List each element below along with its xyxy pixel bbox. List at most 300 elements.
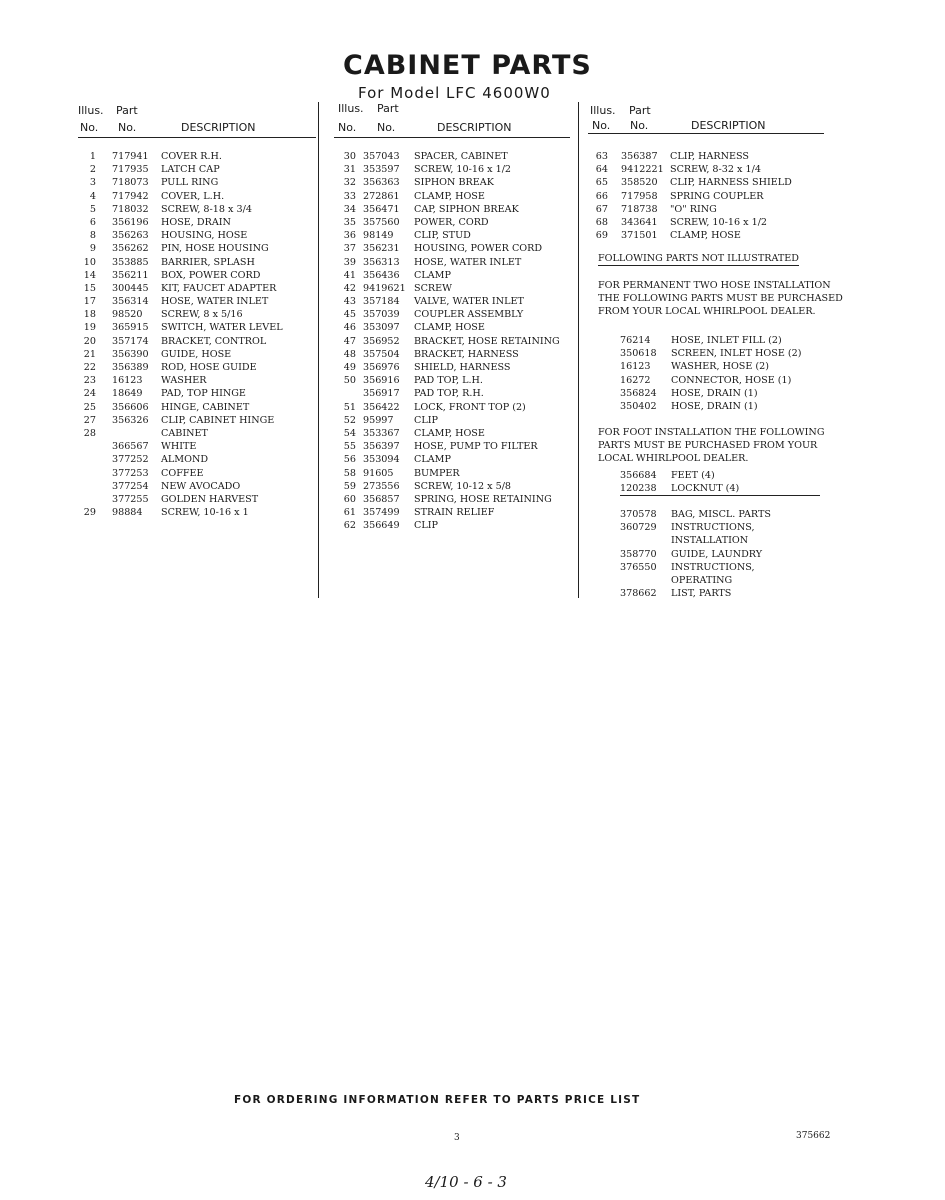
description-label: DESCRIPTION: [691, 119, 766, 132]
part-number: 356436: [363, 269, 400, 281]
illus-number: 2: [89, 164, 96, 176]
parts-row: [78, 282, 318, 295]
part-description: STRAIN RELIEF: [414, 507, 495, 519]
parts-row: [78, 176, 318, 189]
part-number: 98520: [112, 309, 143, 321]
part-description: HOUSING, POWER CORD: [414, 243, 543, 255]
part-label: Part: [377, 102, 399, 115]
part-number: 360729: [620, 522, 657, 534]
parts-row: [620, 534, 840, 547]
part-description: SCREW, 8-32 x 1/4: [670, 164, 761, 176]
illus-number: 58: [343, 467, 356, 479]
part-description: SHIELD, HARNESS: [414, 362, 511, 373]
part-description: SCREW, 10-16 x 1/2: [670, 216, 768, 228]
parts-row: [334, 361, 578, 374]
part-description: CAP, SIPHON BREAK: [414, 203, 519, 215]
illus-number: 4: [89, 190, 96, 202]
part-number: 356917: [363, 388, 400, 400]
part-number: 272861: [363, 190, 400, 202]
part-description: CLIP: [414, 414, 438, 426]
illus-number: 41: [343, 269, 356, 281]
part-description: CLIP: [414, 520, 438, 532]
parts-row: [78, 295, 318, 308]
illus-number: 14: [83, 269, 96, 281]
permanent-install-parts: [620, 334, 840, 413]
part-no-label: No.: [377, 121, 396, 134]
part-number: 356211: [112, 269, 149, 281]
part-description: CLAMP, HOSE: [414, 427, 485, 439]
part-description: PIN, HOSE HOUSING: [161, 243, 269, 255]
part-description: BARRIER, SPLASH: [161, 256, 255, 268]
part-number: 377253: [112, 467, 149, 479]
part-description: WHITE: [161, 441, 197, 453]
part-description: SPRING COUPLER: [670, 190, 764, 202]
part-description: COVER, L.H.: [161, 190, 225, 202]
note-line: FOR PERMANENT TWO HOSE INSTALLATION: [598, 280, 831, 291]
part-number: 356606: [112, 401, 149, 413]
illus-number: 69: [595, 230, 608, 242]
parts-row: [78, 361, 318, 374]
foot-parts-rule: [620, 495, 820, 496]
part-description: ROD, HOSE GUIDE: [161, 362, 257, 373]
document-number: 375662: [796, 1131, 831, 1141]
illus-number: 64: [595, 164, 608, 176]
part-number: 343641: [621, 216, 658, 228]
part-description: PAD TOP, R.H.: [414, 388, 484, 400]
part-number: 356824: [620, 387, 657, 399]
parts-row: [620, 360, 840, 373]
illus-number: 55: [343, 441, 356, 453]
part-number: 356649: [363, 520, 400, 532]
part-number: 356422: [363, 401, 400, 413]
parts-row: [620, 508, 840, 521]
part-number: 718073: [112, 177, 149, 189]
part-no-label: No.: [118, 121, 137, 134]
part-description: CLIP, CABINET HINGE: [161, 414, 275, 426]
illus-number: 23: [83, 375, 96, 387]
part-description: PAD TOP, L.H.: [414, 375, 483, 387]
illus-number: 51: [343, 401, 356, 413]
part-description: KIT, FAUCET ADAPTER: [161, 282, 277, 294]
illus-number: 35: [343, 216, 356, 228]
part-number: 356326: [112, 414, 149, 426]
part-description: SCREW, 8 x 5/16: [161, 309, 243, 321]
illus-number: 1: [89, 151, 96, 162]
part-description: BRACKET, HARNESS: [414, 348, 519, 360]
column-header: [588, 102, 858, 138]
parts-row: [78, 453, 318, 466]
parts-row: [78, 242, 318, 255]
part-description: CLAMP, HOSE: [414, 190, 485, 202]
part-number: 356262: [112, 243, 149, 255]
parts-row: [78, 256, 318, 269]
part-description: CLIP, STUD: [414, 230, 471, 242]
parts-row: [78, 427, 318, 440]
part-description: BUMPER: [414, 467, 460, 479]
illus-number: 61: [343, 507, 356, 519]
illus-number: 19: [83, 322, 96, 334]
note-line: THE FOLLOWING PARTS MUST BE PURCHASED: [598, 293, 843, 305]
part-number: 356397: [363, 441, 400, 453]
part-number: 356314: [112, 296, 149, 308]
part-number: 378662: [620, 588, 657, 600]
parts-row: [78, 308, 318, 321]
column-header: [334, 102, 578, 138]
parts-row: [334, 401, 578, 414]
part-description: INSTRUCTIONS,: [671, 522, 755, 534]
parts-row: [334, 216, 578, 229]
illus-number: 18: [83, 309, 96, 321]
part-number: 357043: [363, 151, 400, 162]
part-number: 356231: [363, 243, 400, 255]
part-description: COUPLER ASSEMBLY: [414, 309, 524, 321]
part-number: 356952: [363, 335, 400, 347]
part-description: HOSE, DRAIN: [161, 216, 231, 228]
parts-row: [620, 387, 840, 400]
illus-number: 66: [595, 190, 608, 202]
illus-number: 3: [89, 177, 96, 189]
part-number: 9419621: [363, 282, 406, 294]
illus-number: 46: [343, 322, 356, 334]
parts-row: [334, 321, 578, 334]
part-description: BRACKET, HOSE RETAINING: [414, 335, 560, 347]
part-number: 300445: [112, 282, 149, 294]
part-description: GOLDEN HARVEST: [161, 493, 259, 505]
page-title: CABINET PARTS: [343, 50, 592, 81]
illus-number: 47: [343, 335, 356, 347]
part-number: 356387: [621, 151, 658, 162]
illus-number: 42: [343, 282, 356, 294]
part-number: 718738: [621, 203, 658, 215]
note-line: PARTS MUST BE PURCHASED FROM YOUR: [598, 440, 818, 452]
part-description: SCREW, 10-16 x 1: [161, 507, 249, 519]
part-description: GUIDE, HOSE: [161, 348, 232, 360]
part-number: 350618: [620, 348, 657, 360]
parts-row: [620, 521, 840, 534]
parts-row: [78, 190, 318, 203]
illus-number: 48: [343, 348, 356, 360]
part-number: 357499: [363, 507, 400, 519]
illus-number: 34: [343, 203, 356, 215]
illus-no-label: No.: [338, 121, 357, 134]
part-number: 98884: [112, 507, 143, 519]
illus-number: 28: [83, 427, 96, 439]
illus-number: 22: [83, 362, 96, 373]
part-number: 366567: [112, 441, 149, 453]
part-description: BAG, MISCL. PARTS: [671, 509, 771, 520]
parts-row: [334, 467, 578, 480]
parts-row: [334, 506, 578, 519]
part-description: WASHER: [161, 375, 207, 387]
parts-row: [78, 387, 318, 400]
part-number: 358770: [620, 548, 657, 560]
parts-row: [620, 347, 840, 360]
part-number: 365915: [112, 322, 149, 334]
parts-row: [78, 414, 318, 427]
part-number: 353097: [363, 322, 400, 334]
parts-row: [334, 335, 578, 348]
part-number: 95997: [363, 414, 394, 426]
part-number: 356389: [112, 362, 149, 373]
part-number: 717942: [112, 190, 149, 202]
parts-row: [334, 387, 578, 400]
part-number: 356976: [363, 362, 400, 373]
part-number: 370578: [620, 509, 657, 520]
parts-row: [78, 269, 318, 282]
header-rule: [334, 137, 570, 138]
parts-row: [334, 493, 578, 506]
model-subtitle: For Model LFC 4600W0: [358, 84, 551, 102]
part-number: 377252: [112, 454, 149, 466]
part-number: 356684: [620, 470, 657, 481]
description-label: DESCRIPTION: [437, 121, 512, 134]
parts-column-2: [334, 102, 579, 598]
part-number: 358520: [621, 177, 658, 189]
illus-number: 27: [83, 414, 96, 426]
parts-row: [588, 203, 858, 216]
part-description: ALMOND: [161, 454, 209, 466]
illus-number: 45: [343, 309, 356, 321]
parts-row: [620, 561, 840, 574]
parts-row: [620, 469, 840, 482]
part-description: CLAMP: [414, 269, 451, 281]
part-no-label: No.: [630, 119, 649, 132]
part-number: 356263: [112, 230, 149, 242]
parts-row: [334, 440, 578, 453]
part-description: SCREW, 8-18 x 3/4: [161, 203, 252, 215]
parts-row: [334, 348, 578, 361]
permanent-install-note: [598, 279, 843, 319]
parts-row: [334, 190, 578, 203]
part-description: NEW AVOCADO: [161, 480, 241, 492]
parts-row: [334, 229, 578, 242]
part-description: FEET (4): [671, 470, 715, 481]
parts-row: [334, 176, 578, 189]
header-rule: [78, 137, 316, 138]
parts-row: [334, 374, 578, 387]
part-description: HOSE, WATER INLET: [414, 256, 522, 268]
part-description: SPACER, CABINET: [414, 151, 508, 162]
part-number: 717941: [112, 151, 149, 162]
part-description: VALVE, WATER INLET: [414, 296, 524, 308]
part-number: 376550: [620, 561, 657, 573]
part-description: SWITCH, WATER LEVEL: [161, 322, 283, 334]
part-description: LATCH CAP: [161, 164, 220, 176]
misc-parts: [620, 508, 840, 600]
part-description: GUIDE, LAUNDRY: [671, 548, 763, 560]
parts-row: [588, 176, 858, 189]
part-number: 718032: [112, 203, 149, 215]
part-number: 76214: [620, 335, 651, 346]
part-description: INSTALLATION: [671, 535, 749, 547]
illus-number: 37: [343, 243, 356, 255]
part-number: 16123: [112, 375, 143, 387]
illus-label: Illus.: [78, 104, 104, 117]
part-number: 371501: [621, 230, 658, 242]
illus-number: 43: [343, 296, 356, 308]
parts-row: [588, 216, 858, 229]
ordering-footer: FOR ORDERING INFORMATION REFER TO PARTS PRICE LIST: [234, 1094, 641, 1106]
part-number: 98149: [363, 230, 394, 242]
part-description: PULL RING: [161, 177, 219, 189]
parts-list: [588, 150, 858, 242]
part-number: 356471: [363, 203, 400, 215]
parts-row: [334, 150, 578, 163]
parts-row: [78, 216, 318, 229]
parts-row: [334, 256, 578, 269]
parts-row: [78, 150, 318, 163]
part-number: 16272: [620, 374, 651, 386]
part-number: 717958: [621, 190, 658, 202]
part-number: 356313: [363, 256, 400, 268]
part-description: PAD, TOP HINGE: [161, 388, 246, 400]
part-description: CONNECTOR, HOSE (1): [671, 374, 792, 386]
parts-row: [78, 203, 318, 216]
column-header: [78, 102, 318, 138]
parts-row: [620, 587, 840, 600]
illus-number: 59: [343, 480, 356, 492]
part-number: 356390: [112, 348, 149, 360]
parts-row: [620, 574, 840, 587]
parts-row: [588, 229, 858, 242]
illus-number: 68: [595, 216, 608, 228]
parts-list: [78, 150, 318, 519]
part-description: LOCK, FRONT TOP (2): [414, 401, 526, 413]
part-description: CABINET: [161, 427, 208, 439]
parts-row: [334, 282, 578, 295]
illus-number: 8: [89, 230, 96, 242]
parts-row: [78, 480, 318, 493]
parts-row: [334, 269, 578, 282]
part-description: POWER, CORD: [414, 216, 489, 228]
parts-row: [334, 242, 578, 255]
illus-number: 9: [89, 243, 96, 255]
illus-number: 31: [343, 164, 356, 176]
illus-label: Illus.: [338, 102, 364, 115]
parts-column-3: [588, 102, 858, 602]
illus-number: 5: [89, 203, 96, 215]
illus-number: 63: [595, 151, 608, 162]
part-number: 717935: [112, 164, 149, 176]
part-number: 16123: [620, 361, 651, 373]
part-description: SCREEN, INLET HOSE (2): [671, 348, 802, 360]
note-line: FROM YOUR LOCAL WHIRLPOOL DEALER.: [598, 306, 816, 318]
part-number: 377254: [112, 480, 149, 492]
note-line: LOCAL WHIRLPOOL DEALER.: [598, 453, 749, 465]
parts-row: [334, 163, 578, 176]
part-description: WASHER, HOSE (2): [671, 361, 770, 373]
parts-row: [620, 400, 840, 413]
parts-row: [334, 203, 578, 216]
not-illustrated-heading: FOLLOWING PARTS NOT ILLUSTRATED: [598, 253, 799, 264]
part-description: SCREW, 10-12 x 5/8: [414, 480, 512, 492]
illus-number: 56: [343, 454, 356, 466]
illus-number: 20: [83, 335, 96, 347]
part-number: 357174: [112, 335, 149, 347]
parts-row: [620, 548, 840, 561]
part-description: COFFEE: [161, 467, 204, 479]
page-number: 3: [454, 1133, 460, 1143]
part-number: 353367: [363, 427, 400, 439]
part-number: 120238: [620, 483, 657, 495]
parts-row: [78, 335, 318, 348]
part-description: LOCKNUT (4): [671, 483, 740, 495]
illus-number: 21: [83, 348, 96, 360]
part-number: 353597: [363, 164, 400, 176]
part-number: 357560: [363, 216, 400, 228]
part-number: 357504: [363, 348, 400, 360]
parts-row: [588, 163, 858, 176]
part-number: 353885: [112, 256, 149, 268]
part-description: SPRING, HOSE RETAINING: [414, 493, 552, 505]
part-description: SCREW: [414, 282, 453, 294]
part-description: CLIP, HARNESS: [670, 151, 750, 162]
parts-row: [588, 150, 858, 163]
parts-row: [78, 401, 318, 414]
illus-number: 60: [343, 493, 356, 505]
parts-column-1: [78, 102, 319, 598]
part-description: LIST, PARTS: [671, 588, 732, 600]
part-number: 356196: [112, 216, 149, 228]
illus-number: 36: [343, 230, 356, 242]
illus-number: 52: [343, 414, 356, 426]
parts-row: [334, 308, 578, 321]
illus-number: 25: [83, 401, 96, 413]
part-number: 353094: [363, 454, 400, 466]
part-description: "O" RING: [670, 203, 717, 215]
parts-row: [78, 440, 318, 453]
parts-row: [78, 467, 318, 480]
part-number: 18649: [112, 388, 143, 400]
parts-row: [78, 348, 318, 361]
handwritten-note: 4/10 - 6 - 3: [425, 1173, 507, 1191]
illus-number: 67: [595, 203, 608, 215]
parts-list: [334, 150, 578, 532]
part-description: INSTRUCTIONS,: [671, 561, 755, 573]
illus-number: 39: [343, 256, 356, 268]
illus-number: 15: [83, 282, 96, 294]
part-number: 91605: [363, 467, 394, 479]
parts-row: [334, 453, 578, 466]
illus-number: 17: [83, 296, 96, 308]
part-description: CLAMP, HOSE: [670, 230, 741, 242]
illus-number: 6: [89, 216, 96, 228]
parts-row: [78, 163, 318, 176]
parts-row: [334, 427, 578, 440]
parts-row: [78, 374, 318, 387]
illus-number: 10: [83, 256, 96, 268]
illus-number: 33: [343, 190, 356, 202]
parts-row: [334, 414, 578, 427]
part-description: BOX, POWER CORD: [161, 269, 261, 281]
illus-no-label: No.: [592, 119, 611, 132]
foot-install-parts: [620, 469, 840, 495]
part-number: 273556: [363, 480, 400, 492]
part-number: 377255: [112, 493, 149, 505]
parts-row: [620, 374, 840, 387]
part-number: 357184: [363, 296, 400, 308]
illus-label: Illus.: [590, 104, 616, 117]
illus-number: 32: [343, 177, 356, 189]
illus-number: 24: [83, 388, 96, 400]
parts-row: [334, 295, 578, 308]
part-description: COVER R.H.: [161, 151, 222, 162]
foot-install-note: [598, 426, 825, 466]
part-description: SIPHON BREAK: [414, 177, 494, 189]
illus-number: 65: [595, 177, 608, 189]
part-description: HOSE, WATER INLET: [161, 296, 269, 308]
part-number: 357039: [363, 309, 400, 321]
